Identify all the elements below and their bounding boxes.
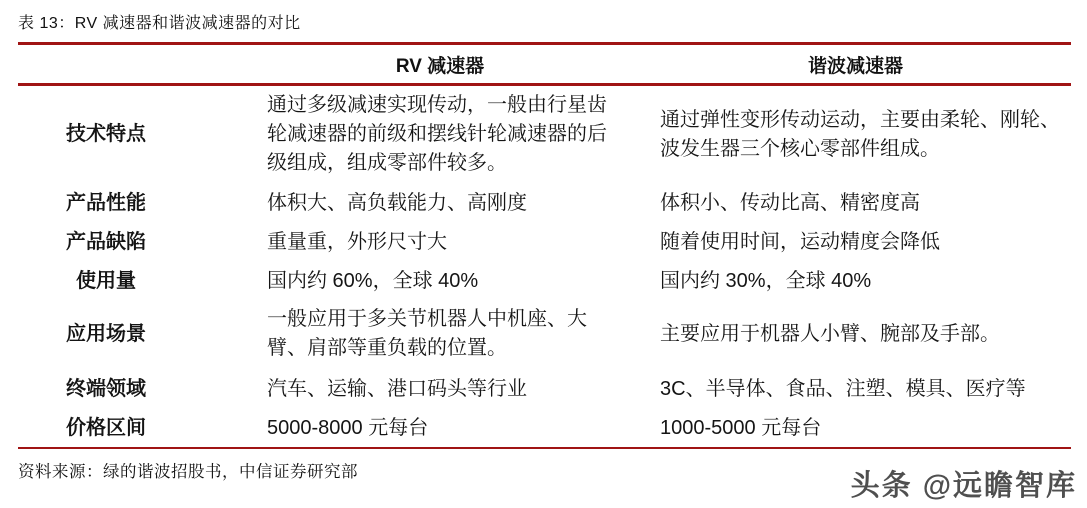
harmonic-cell: 通过弹性变形传动运动，主要由柔轮、刚轮、波发生器三个核心零部件组成。 [660, 108, 1060, 160]
table-row-application-scenario [18, 301, 1071, 369]
toutiao-watermark: 头条 @远瞻智库 [850, 470, 1077, 502]
row-label: 技术特点 [66, 123, 146, 146]
rv-cell: 5000-8000 元每台 [267, 416, 429, 439]
rv-cell: 重量重，外形尺寸大 [267, 230, 447, 253]
header-rv-reducer: RV 减速器 [395, 55, 485, 77]
row-label: 价格区间 [66, 416, 146, 439]
rv-cell: 国内约 60%，全球 40% [267, 269, 479, 292]
table-row-tech-features [18, 85, 1071, 185]
table-title: 表 13：RV 减速器和谐波减速器的对比 [18, 15, 301, 32]
rv-cell: 汽车、运输、港口码头等行业 [267, 377, 527, 400]
row-label: 终端领域 [66, 377, 146, 400]
row-label: 使用量 [76, 269, 136, 292]
header-empty-cell [18, 44, 240, 85]
rv-cell: 一般应用于多关节机器人中机座、大臂、肩部等重负载的位置。 [267, 308, 587, 359]
table-row-end-market [18, 369, 1071, 411]
header-row [18, 44, 1071, 85]
table-row-product-performance [18, 185, 1071, 223]
rv-cell: 通过多级减速实现传动，一般由行星齿轮减速器的前级和摆线针轮减速器的后级组成，组成零部件较多。 [267, 94, 607, 175]
header-harmonic-reducer: 谐波减速器 [807, 55, 903, 77]
table-row-price-range [18, 411, 1071, 448]
comparison-table [18, 42, 1071, 449]
harmonic-cell: 1000-5000 元每台 [660, 416, 822, 439]
harmonic-cell: 国内约 30%，全球 40% [660, 269, 872, 292]
row-label: 产品缺陷 [66, 230, 146, 253]
table-row-usage [18, 263, 1071, 301]
row-label: 应用场景 [66, 322, 146, 345]
source-note: 资料来源：绿的谐波招股书，中信证券研究部 [18, 462, 358, 481]
harmonic-cell: 体积小、传动比高、精密度高 [660, 191, 920, 214]
row-label: 产品性能 [66, 191, 146, 214]
harmonic-cell: 主要应用于机器人小臂、腕部及手部。 [660, 322, 1000, 345]
rv-cell: 体积大、高负载能力、高刚度 [267, 191, 527, 214]
harmonic-cell: 随着使用时间，运动精度会降低 [660, 230, 940, 253]
table-row-product-defects [18, 223, 1071, 263]
harmonic-cell: 3C、半导体、食品、注塑、模具、医疗等 [660, 377, 1026, 400]
